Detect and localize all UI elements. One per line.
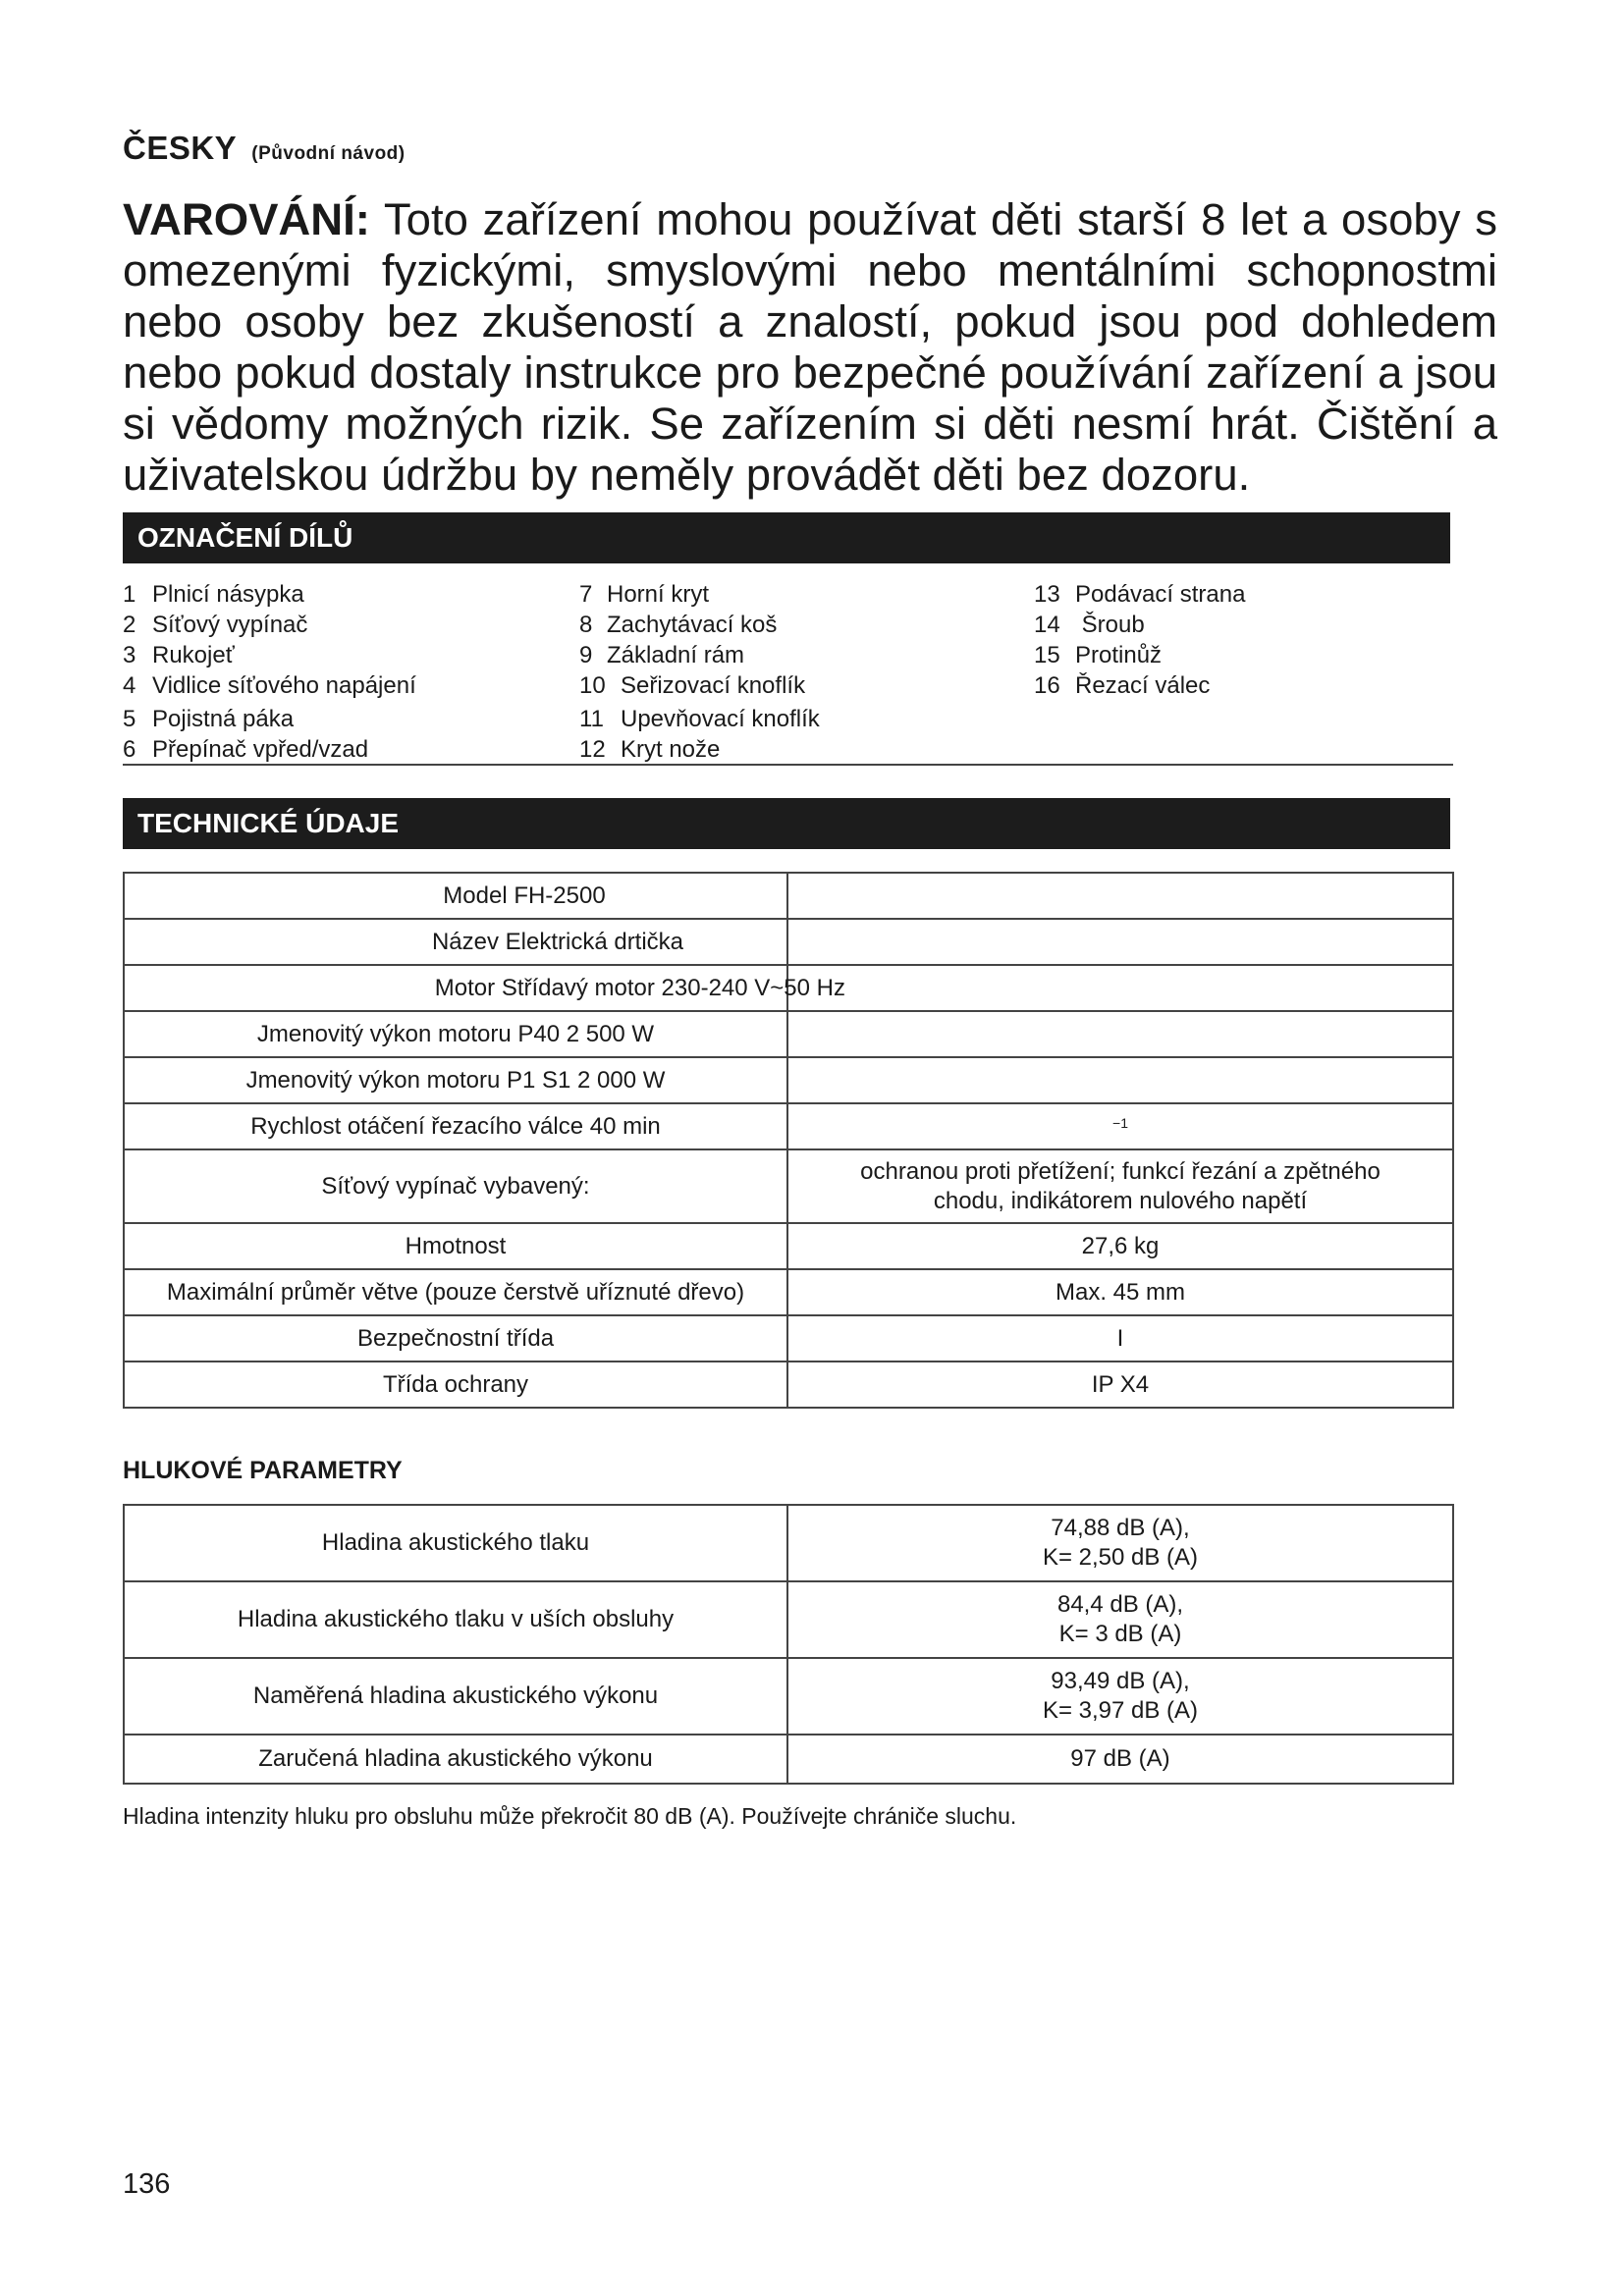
part-label: Podávací strana <box>1075 581 1246 608</box>
tech-specs-table <box>123 872 1454 1409</box>
spec-label-text: Model FH-2500 <box>443 881 606 909</box>
table-row <box>124 1269 1453 1315</box>
table-row <box>124 919 1453 965</box>
spec-value <box>787 919 1453 965</box>
table-row <box>124 1735 1453 1784</box>
table-row <box>124 1505 1453 1581</box>
noise-value <box>787 1735 1453 1784</box>
parts-list <box>123 579 1453 766</box>
part-label: Vidlice síťového napájení <box>152 672 416 699</box>
part-number: 1 <box>123 581 136 608</box>
warning-title: VAROVÁNÍ: <box>123 194 370 244</box>
part-item <box>579 579 820 610</box>
noise-value-line: 93,49 dB (A), <box>1051 1668 1190 1694</box>
noise-note: Hladina intenzity hluku pro obsluhu může překročit 80 dB (A). Používejte chrániče sluchu. <box>123 1803 1017 1829</box>
part-label: Pojistná páka <box>152 706 295 732</box>
part-item <box>123 579 416 610</box>
part-label: Rukojeť <box>152 642 235 668</box>
noise-uncertainty: K= 3,97 dB (A) <box>1042 1697 1199 1724</box>
noise-label: Zaručená hladina akustického výkonu <box>124 1735 787 1784</box>
table-row <box>124 1223 1453 1269</box>
language-label: ČESKY <box>123 130 237 166</box>
part-item <box>123 640 416 670</box>
spec-value <box>787 1011 1453 1057</box>
page-number: 136 <box>123 2168 171 2200</box>
table-row <box>124 1011 1453 1057</box>
table-row <box>124 1658 1453 1735</box>
unit-superscript: −1 <box>1112 1115 1128 1131</box>
part-label: Řezací válec <box>1075 672 1211 699</box>
part-number: 13 <box>1034 581 1060 608</box>
spec-value <box>787 965 1453 1011</box>
part-item <box>123 610 416 640</box>
noise-section-heading: HLUKOVÉ PARAMETRY <box>123 1457 403 1484</box>
part-item <box>123 734 416 765</box>
part-number: 3 <box>123 642 136 668</box>
part-number: 15 <box>1034 642 1060 668</box>
spec-label: Bezpečnostní třída <box>124 1315 787 1362</box>
warning-paragraph <box>123 194 1497 501</box>
part-number: 10 <box>579 672 606 699</box>
table-row <box>124 1362 1453 1408</box>
part-label: Upevňovací knoflík <box>621 706 820 732</box>
parts-column-1 <box>123 579 416 765</box>
spec-label: Síťový vypínač vybavený: <box>124 1149 787 1223</box>
spec-value: IP X4 <box>787 1362 1453 1408</box>
part-number: 14 <box>1034 612 1060 638</box>
noise-label: Hladina akustického tlaku v uších obsluhy <box>124 1581 787 1658</box>
spec-value <box>787 873 1453 919</box>
noise-value <box>787 1505 1453 1581</box>
part-label: Kryt nože <box>621 736 721 763</box>
table-row <box>124 1149 1453 1223</box>
part-number: 16 <box>1034 672 1060 699</box>
part-item <box>1034 579 1245 610</box>
table-row <box>124 1103 1453 1149</box>
part-item <box>579 670 820 701</box>
spec-label: Hmotnost <box>124 1223 787 1269</box>
part-number: 5 <box>123 706 136 732</box>
part-label: Seřizovací knoflík <box>621 672 806 699</box>
table-row <box>124 1315 1453 1362</box>
part-label: Horní kryt <box>607 581 710 608</box>
spec-label: Maximální průměr větve (pouze čerstvě uříznuté dřevo) <box>124 1269 787 1315</box>
part-label: Přepínač vpřed/vzad <box>152 736 369 763</box>
spec-label: Třída ochrany <box>124 1362 787 1408</box>
part-number: 11 <box>579 706 604 732</box>
part-label: Zachytávací koš <box>607 612 778 638</box>
warning-text: Toto zařízení mohou používat děti starší 8 let a osoby s omezenými fyzickými, smyslovými nebo mentálními schopnostmi nebo osoby bez zkušeností a znalostí, pokud jsou pod dohledem nebo pokud dostaly instrukce pro bezpečné používání zařízení a jsou si vědomy možných rizik. Se zařízením si děti nesmí hrát. Čištění a uživatelskou údržbu by neměly provádět děti bez dozoru. <box>123 194 1497 500</box>
parts-section-header: OZNAČENÍ DÍLŮ <box>123 512 1450 563</box>
noise-value <box>787 1581 1453 1658</box>
noise-value-line: 97 dB (A) <box>1070 1745 1170 1772</box>
part-number: 8 <box>579 612 593 638</box>
table-row <box>124 965 1453 1011</box>
part-label: Základní rám <box>607 642 745 668</box>
part-item <box>579 704 820 734</box>
part-label: Protinůž <box>1075 642 1163 668</box>
noise-label: Naměřená hladina akustického výkonu <box>124 1658 787 1735</box>
part-item <box>1034 640 1245 670</box>
part-number: 4 <box>123 672 136 699</box>
spec-value: I <box>787 1315 1453 1362</box>
part-number: 12 <box>579 736 606 763</box>
part-label: Plnicí násypka <box>152 581 304 608</box>
parts-column-2 <box>579 579 820 765</box>
noise-label: Hladina akustického tlaku <box>124 1505 787 1581</box>
part-item <box>579 734 820 765</box>
noise-value <box>787 1658 1453 1735</box>
noise-value-line: 74,88 dB (A), <box>1051 1515 1190 1541</box>
language-subtitle: (Původní návod) <box>251 143 406 164</box>
part-number: 9 <box>579 642 593 668</box>
spec-label <box>124 919 787 965</box>
part-item <box>579 640 820 670</box>
part-number: 2 <box>123 612 136 638</box>
noise-value-line: 84,4 dB (A), <box>1056 1591 1184 1618</box>
spec-label-text: Motor Střídavý motor 230-240 V~50 Hz <box>434 974 845 1001</box>
spec-label: Jmenovitý výkon motoru P40 2 500 W <box>124 1011 787 1057</box>
spec-label <box>124 965 845 1011</box>
part-number: 7 <box>579 581 593 608</box>
noise-uncertainty: K= 2,50 dB (A) <box>1042 1544 1199 1571</box>
spec-value: 27,6 kg <box>787 1223 1453 1269</box>
noise-table <box>123 1504 1454 1785</box>
spec-value: ochranou proti přetížení; funkcí řezání a zpětného chodu, indikátorem nulového napětí <box>787 1149 1453 1223</box>
tech-section-header: TECHNICKÉ ÚDAJE <box>123 798 1450 849</box>
table-row <box>124 1057 1453 1103</box>
spec-value <box>787 1057 1453 1103</box>
part-label: Šroub <box>1075 612 1145 638</box>
part-number: 6 <box>123 736 136 763</box>
table-row <box>124 1581 1453 1658</box>
part-item <box>123 704 416 734</box>
language-heading <box>123 130 406 167</box>
parts-column-3 <box>1034 579 1245 701</box>
noise-uncertainty: K= 3 dB (A) <box>1058 1621 1182 1647</box>
part-item <box>579 610 820 640</box>
part-item <box>1034 610 1245 640</box>
part-label: Síťový vypínač <box>152 612 308 638</box>
part-item <box>1034 670 1245 701</box>
table-row <box>124 873 1453 919</box>
part-item <box>123 670 416 701</box>
spec-value: Max. 45 mm <box>787 1269 1453 1315</box>
spec-value <box>787 1103 1453 1149</box>
spec-label <box>124 873 787 919</box>
spec-label: Rychlost otáčení řezacího válce 40 min <box>124 1103 787 1149</box>
spec-label: Jmenovitý výkon motoru P1 S1 2 000 W <box>124 1057 787 1103</box>
spec-label-text: Název Elektrická drtička <box>431 928 684 955</box>
